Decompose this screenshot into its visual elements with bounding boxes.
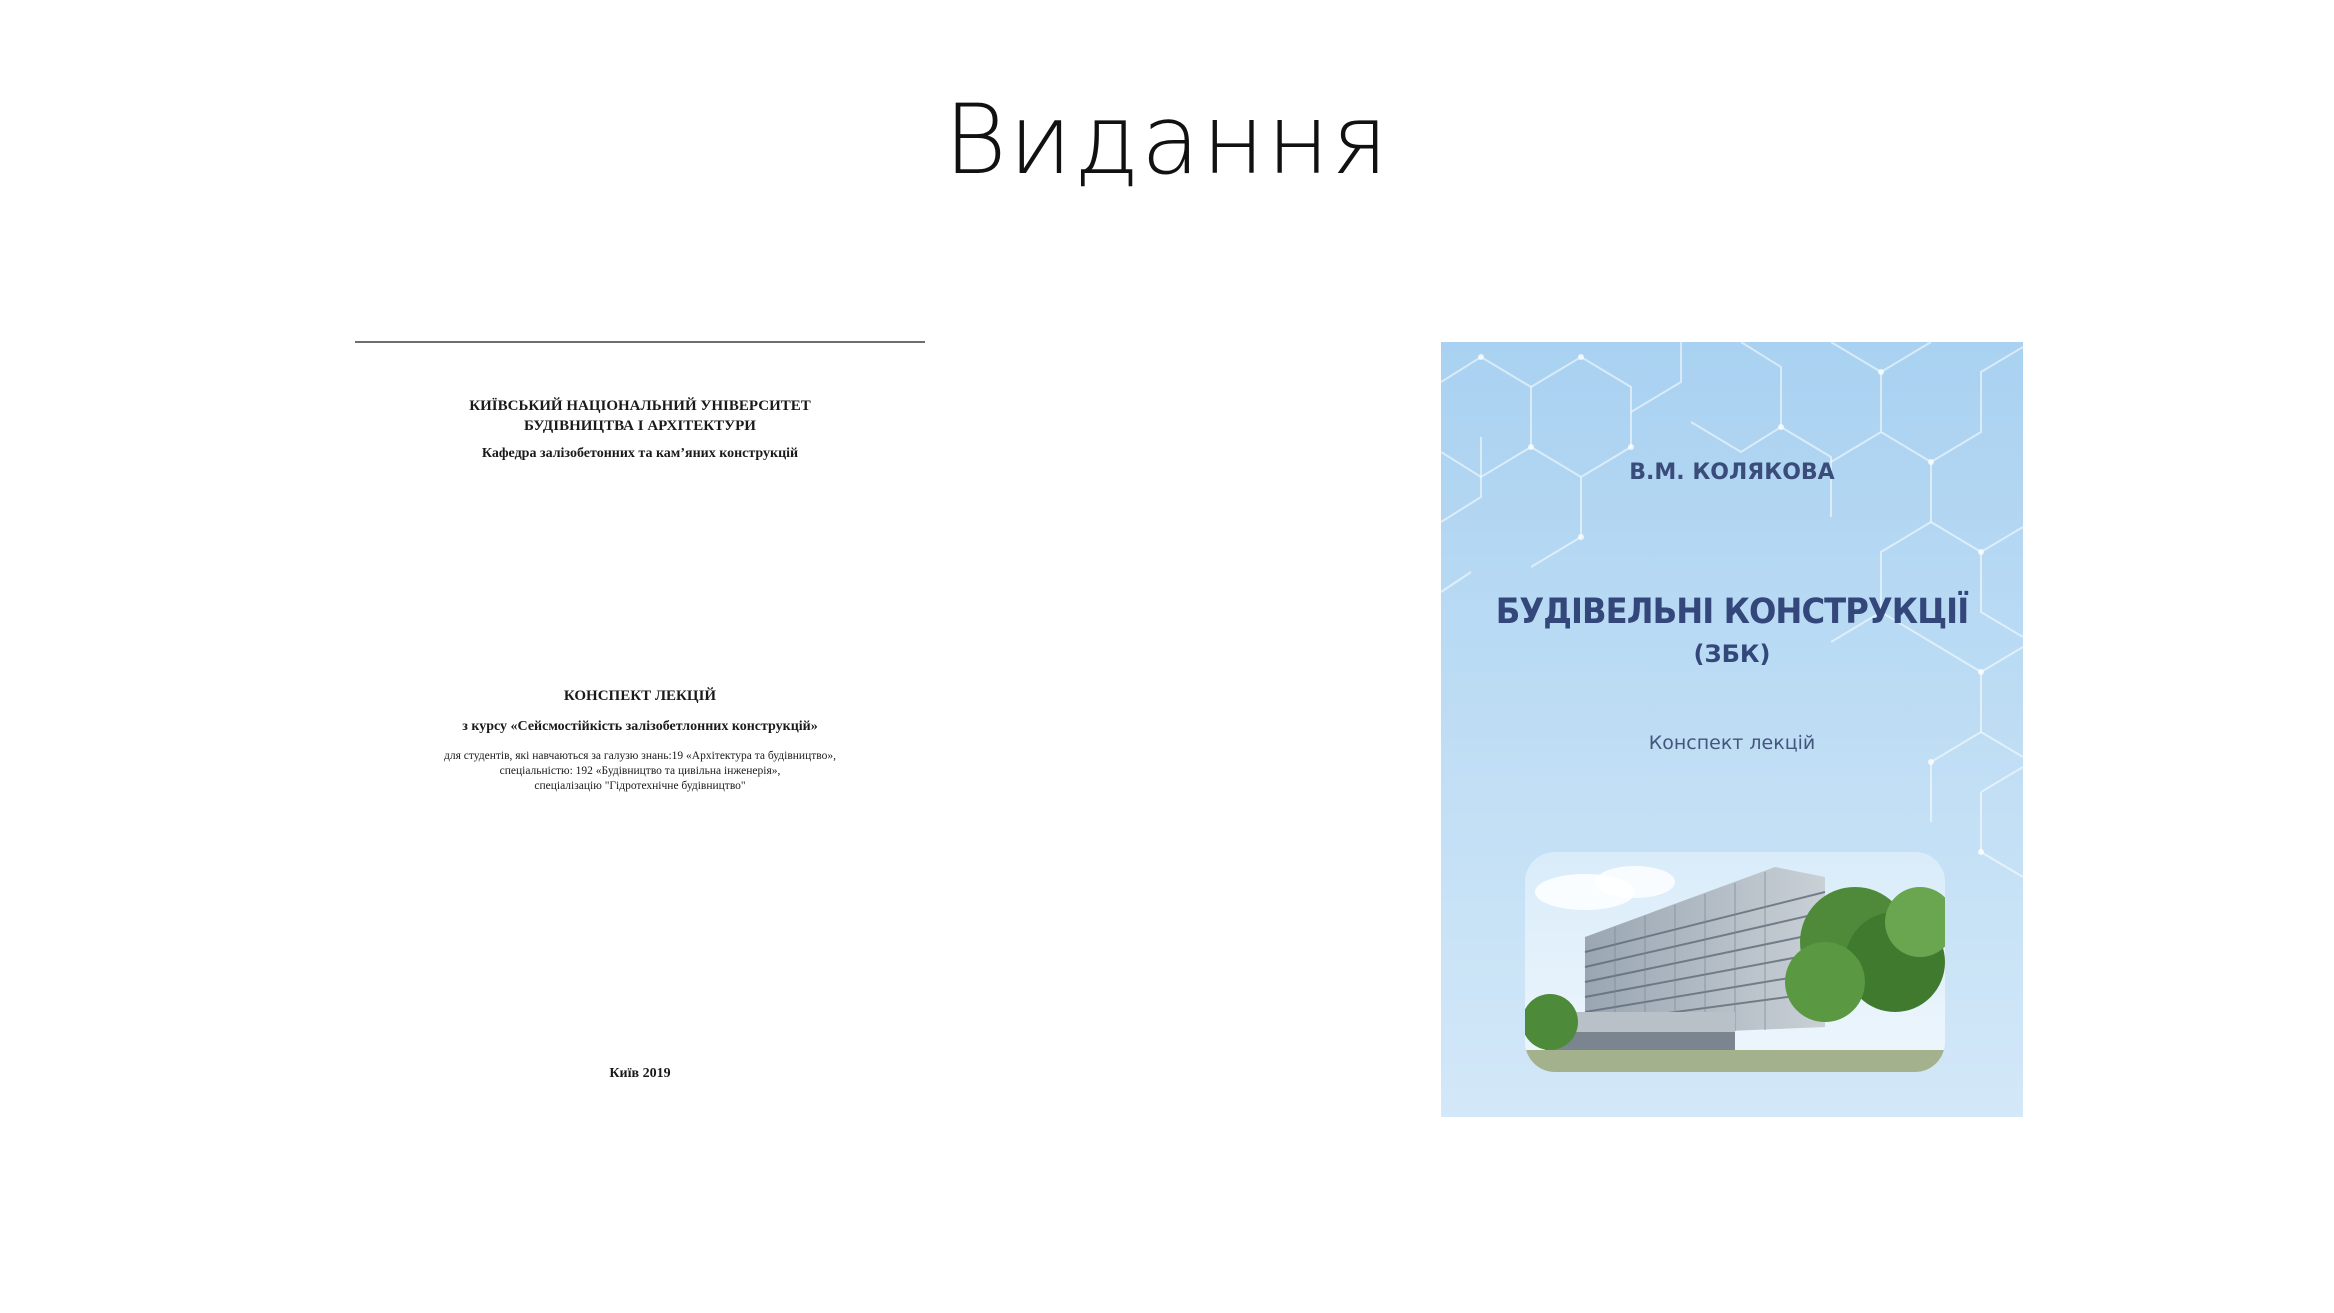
book-title: БУДІВЕЛЬНІ КОНСТРУКЦІЇ [1495,592,1969,632]
university-name [355,396,925,436]
book-series-label: Конспект лекцій [1648,732,1816,754]
book-subtitle: (ЗБК) [1693,640,1771,668]
university-line-1: КИЇВСЬКИЙ НАЦІОНАЛЬНИЙ УНІВЕРСИТЕТ [469,398,811,414]
audience-line-3: спеціалізацію "Гідротехнічне будівництво" [534,780,746,792]
audience-line-1: для студентів, які навчаються за галузю знань:19 «Архітектура та будівництво», [444,750,836,762]
department-name: Кафедра залізобетонних та кам’яних конструкцій [481,446,799,461]
audience-description [355,749,925,794]
book-author: В.М. КОЛЯКОВА [1629,460,1835,485]
book-cover [1441,342,2023,1117]
university-line-2: БУДІВНИЦТВА І АРХІТЕКТУРИ [524,418,756,434]
header-rule [355,341,925,343]
city-year: Київ 2019 [609,1066,671,1081]
audience-line-2: спеціальністю: 192 «Будівництво та цивільна інженерія», [499,765,781,777]
lecture-notes-title-page [355,338,925,1108]
course-name: з курсу «Сейсмостійкість залізобетлонних конструкцій» [462,719,818,734]
slide-title: Видання [943,84,1391,196]
building-illustration [1525,852,1945,1072]
university-building-photo [1525,852,1945,1072]
document-heading: КОНСПЕКТ ЛЕКЦІЙ [563,688,717,704]
